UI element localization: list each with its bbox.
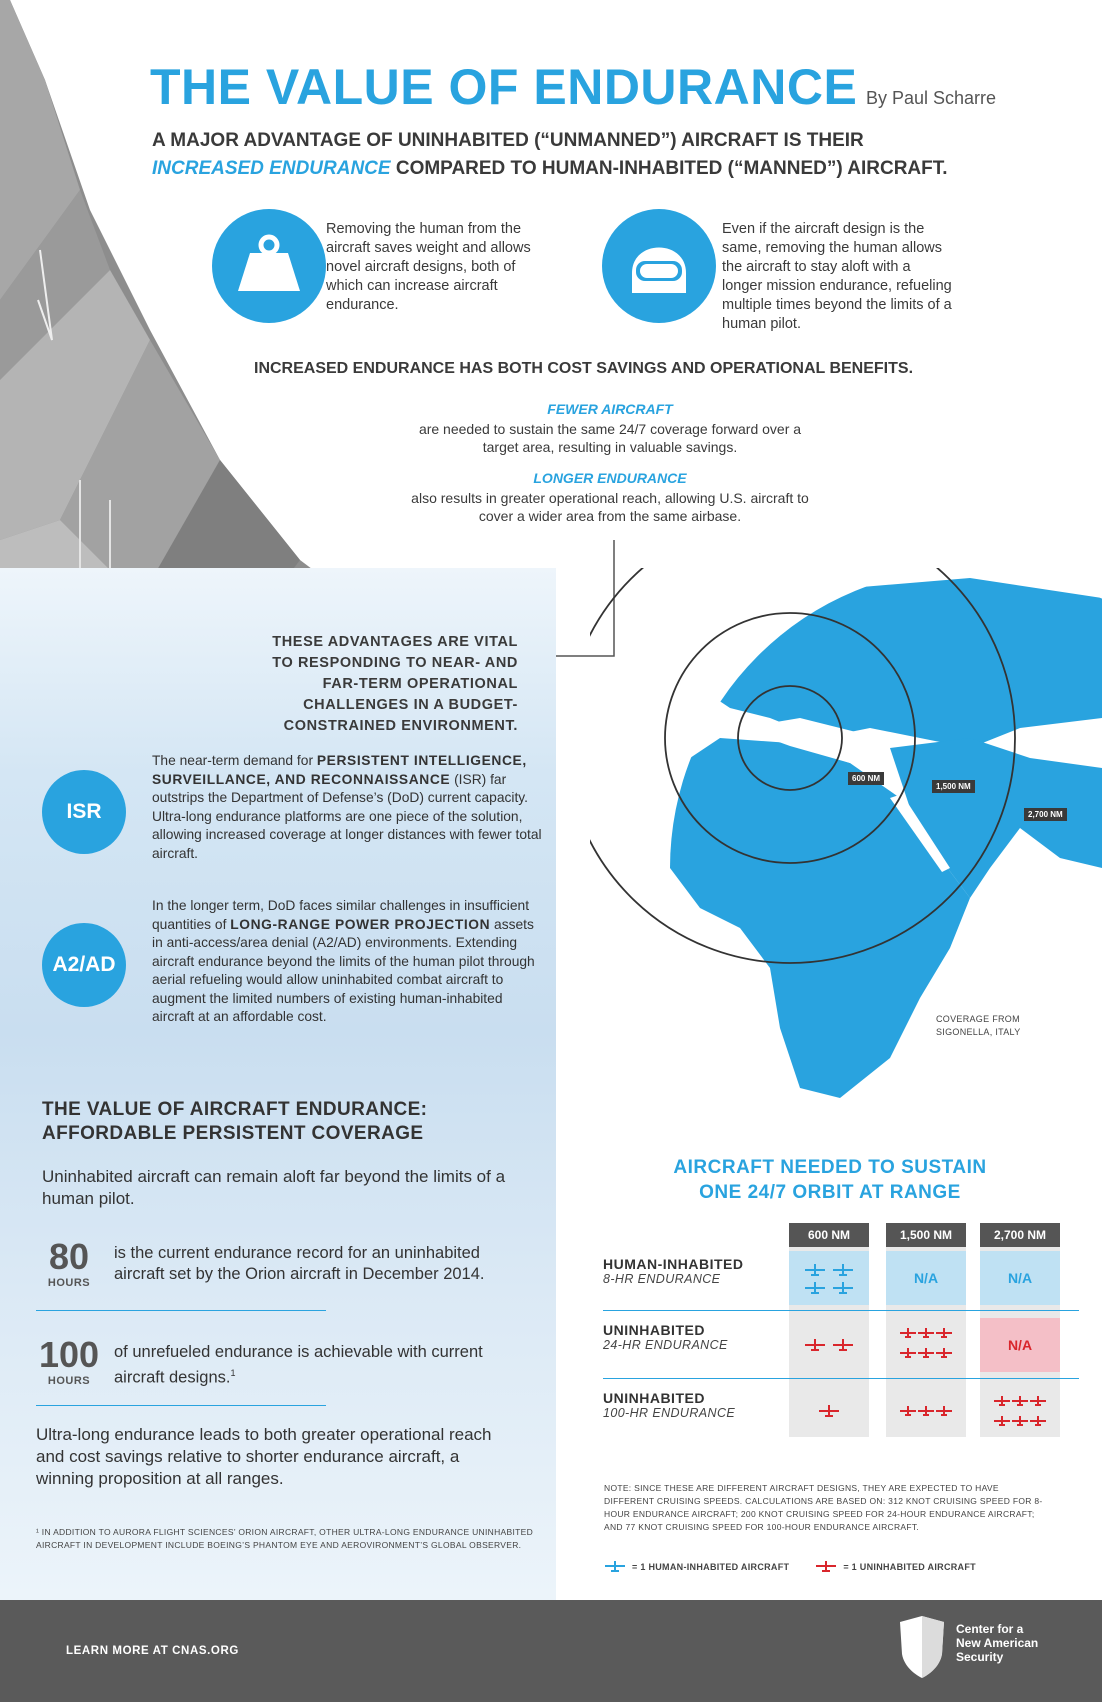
stat1-number: 80 <box>48 1236 90 1277</box>
subtitle-line1: A MAJOR ADVANTAGE OF UNINHABITED (“UNMANNED”) AIRCRAFT IS THEIR <box>152 130 864 151</box>
isr-bold: PERSISTENT INTELLIGENCE, SURVEILLANCE, AND RECONNAISSANCE <box>152 753 527 787</box>
advantages-callout: THESE ADVANTAGES ARE VITAL TO RESPONDING TO NEAR- AND FAR-TERM OPERATIONAL CHALLENGES IN A BUDGET-CONSTRAINED ENVIRONMENT. <box>272 634 518 734</box>
cnas-shield-logo <box>896 1614 948 1680</box>
divider <box>36 1310 326 1311</box>
stat2-text <box>114 1342 524 1389</box>
coverage-map <box>590 568 1102 1133</box>
row-sublabel: 8-HR ENDURANCE <box>603 1272 721 1286</box>
organization-name <box>956 1622 1038 1664</box>
value-heading-line2: AFFORDABLE PERSISTENT COVERAGE <box>42 1123 424 1144</box>
page-title: THE VALUE OF ENDURANCE <box>150 59 858 115</box>
cell-unin100-1500 <box>886 1384 966 1438</box>
col-header-600: 600 NM <box>789 1223 869 1247</box>
row-sublabel: 24-HR ENDURANCE <box>603 1338 728 1352</box>
row-label-uninhabited-24 <box>603 1322 728 1352</box>
a2ad-bold: LONG-RANGE POWER PROJECTION <box>230 916 491 932</box>
legend <box>604 1560 976 1574</box>
row-sublabel: 100-HR ENDURANCE <box>603 1406 736 1420</box>
fewer-aircraft-text: are needed to sustain the same 24/7 coverage forward over a target area, resulting in valuable savings. <box>418 421 802 455</box>
stat2-number: 100 <box>38 1334 100 1375</box>
legend-uninhabited: = 1 UNINHABITED AIRCRAFT <box>843 1562 976 1572</box>
isr-paragraph <box>152 752 542 863</box>
isr-badge: ISR <box>42 770 126 854</box>
stat2-footnote-ref: 1 <box>230 1368 236 1378</box>
stat1-text: is the current endurance record for an uninhabited aircraft set by the Orion aircraft in December 2014. <box>114 1244 485 1283</box>
table-title-line1: AIRCRAFT NEEDED TO SUSTAIN <box>673 1157 987 1178</box>
org-line1: Center for a <box>956 1622 1024 1636</box>
row-divider <box>603 1310 1079 1311</box>
subtitle-line2 <box>152 158 948 180</box>
isr-post: (ISR) far outstrips the Department of Defense’s (DoD) current capacity. Ultra-long endurance platforms are one piece of the solution, allowing increased coverage at longer distances with fewer total aircraft. <box>152 771 542 861</box>
col-header-2700: 2,700 NM <box>980 1223 1060 1247</box>
divider <box>36 1405 326 1406</box>
a2ad-paragraph <box>152 897 542 1027</box>
a2ad-pre: In the longer term, DoD faces similar challenges in insufficient quantities of <box>152 898 530 932</box>
row-label: HUMAN-INHABITED <box>603 1256 744 1272</box>
benefits-heading: INCREASED ENDURANCE HAS BOTH COST SAVINGS AND OPERATIONAL BENEFITS. <box>254 360 914 377</box>
value-heading <box>42 1098 427 1146</box>
org-line3: Security <box>956 1650 1004 1664</box>
na-label: N/A <box>913 1270 939 1286</box>
na-label: N/A <box>1007 1337 1033 1353</box>
cell-unin24-2700 <box>980 1318 1060 1372</box>
plane-icons <box>896 1391 956 1431</box>
na-label: N/A <box>1007 1270 1033 1286</box>
pilot-helmet-icon <box>602 209 716 323</box>
a2ad-post: assets in anti-access/area denial (A2/AD) environments. Extending aircraft endurance beyond the limits of the human pilot through aerial refueling would allow uninhabited combat aircraft to augment the limited numbers of existing human-inhabited aircraft at an affordable cost. <box>152 916 535 1024</box>
table-title-line2: ONE 24/7 ORBIT AT RANGE <box>699 1182 961 1203</box>
row-label-human <box>603 1256 744 1286</box>
human-plane-icon <box>604 1560 626 1574</box>
ring-label-600: 600 NM <box>848 772 884 785</box>
byline: By Paul Scharre <box>866 88 997 108</box>
cell-unin24-1500 <box>886 1318 966 1372</box>
value-heading-line1: THE VALUE OF AIRCRAFT ENDURANCE: <box>42 1099 428 1120</box>
plane-icons <box>799 1391 859 1431</box>
org-line2: New American <box>956 1636 1039 1650</box>
coverage-caption: COVERAGE FROM SIGONELLA, ITALY <box>936 1014 1021 1037</box>
fewer-aircraft-heading: FEWER AIRCRAFT <box>547 401 673 417</box>
subtitle-rest: COMPARED TO HUMAN-INHABITED (“MANNED”) AIRCRAFT. <box>390 158 948 179</box>
subtitle-emphasis: INCREASED ENDURANCE <box>152 158 391 179</box>
calculation-note: NOTE: SINCE THESE ARE DIFFERENT AIRCRAFT DESIGNS, THEY ARE EXPECTED TO HAVE DIFFERENT CRUISING SPEEDS. CALCULATIONS ARE BASED ON: 312 KNOT CRUISING SPEED FOR 8-HOUR ENDURANCE AIRCRAFT; 200 KNOT CRUISING SPEED FOR 24-HOUR ENDURANCE AIRCRAFT; AND 77 KNOT CRUISING SPEED FOR 100-HOUR ENDURANCE AIRCRAFT. <box>604 1483 1043 1532</box>
stat1-unit: HOURS <box>47 1277 91 1289</box>
summary-text: Ultra-long endurance leads to both greater operational reach and cost savings relative to shorter endurance aircraft, a winning proposition at all ranges. <box>36 1425 492 1488</box>
pilot-text: Even if the aircraft design is the same, removing the human allows the aircraft to stay aloft with a longer mission endurance, refueling multiple times beyond the limits of a human pilot. <box>722 221 952 332</box>
row-divider <box>603 1378 1079 1379</box>
row-label: UNINHABITED <box>603 1390 705 1406</box>
ring-label-1500: 1,500 NM <box>932 780 975 793</box>
row-label-uninhabited-100 <box>603 1390 735 1420</box>
row-label: UNINHABITED <box>603 1322 705 1338</box>
cell-unin100-600 <box>789 1384 869 1438</box>
weight-icon <box>212 209 326 323</box>
table-title <box>630 1155 1030 1205</box>
plane-icons <box>799 1325 859 1365</box>
value-intro: Uninhabited aircraft can remain aloft far beyond the limits of a human pilot. <box>42 1167 506 1208</box>
ring-label-2700: 2,700 NM <box>1024 808 1067 821</box>
cell-human-600 <box>789 1251 869 1305</box>
stat2-unit: HOURS <box>47 1375 91 1387</box>
uninhabited-plane-icon <box>815 1560 837 1574</box>
cell-unin24-600 <box>789 1318 869 1372</box>
plane-icons <box>990 1389 1050 1433</box>
footnote: ¹ IN ADDITION TO AURORA FLIGHT SCIENCES’ ORION AIRCRAFT, OTHER ULTRA-LONG ENDURANCE UNINHABITED AIRCRAFT IN DEVELOPMENT INCLUDE BOEING’S PHANTOM EYE AND AEROVIRONMENT’S GLOBAL OBSERVER. <box>36 1527 534 1550</box>
plane-icons <box>799 1258 859 1298</box>
cell-human-1500 <box>886 1251 966 1305</box>
longer-endurance-text: also results in greater operational reach, allowing U.S. aircraft to cover a wider area from the same airbase. <box>411 490 809 524</box>
plane-icons <box>896 1323 956 1367</box>
legend-human: = 1 HUMAN-INHABITED AIRCRAFT <box>632 1562 790 1572</box>
cell-human-2700 <box>980 1251 1060 1305</box>
col-header-1500: 1,500 NM <box>886 1223 966 1247</box>
longer-endurance-heading: LONGER ENDURANCE <box>533 470 687 486</box>
stat2-body: of unrefueled endurance is achievable with current aircraft designs. <box>114 1343 483 1387</box>
weight-text: Removing the human from the aircraft saves weight and allows novel aircraft designs, both of which can increase aircraft endurance. <box>326 221 531 313</box>
isr-pre: The near-term demand for <box>152 753 317 768</box>
cell-unin100-2700 <box>980 1384 1060 1438</box>
a2ad-badge: A2/AD <box>42 923 126 1007</box>
learn-more-link[interactable]: LEARN MORE AT CNAS.ORG <box>66 1645 239 1657</box>
